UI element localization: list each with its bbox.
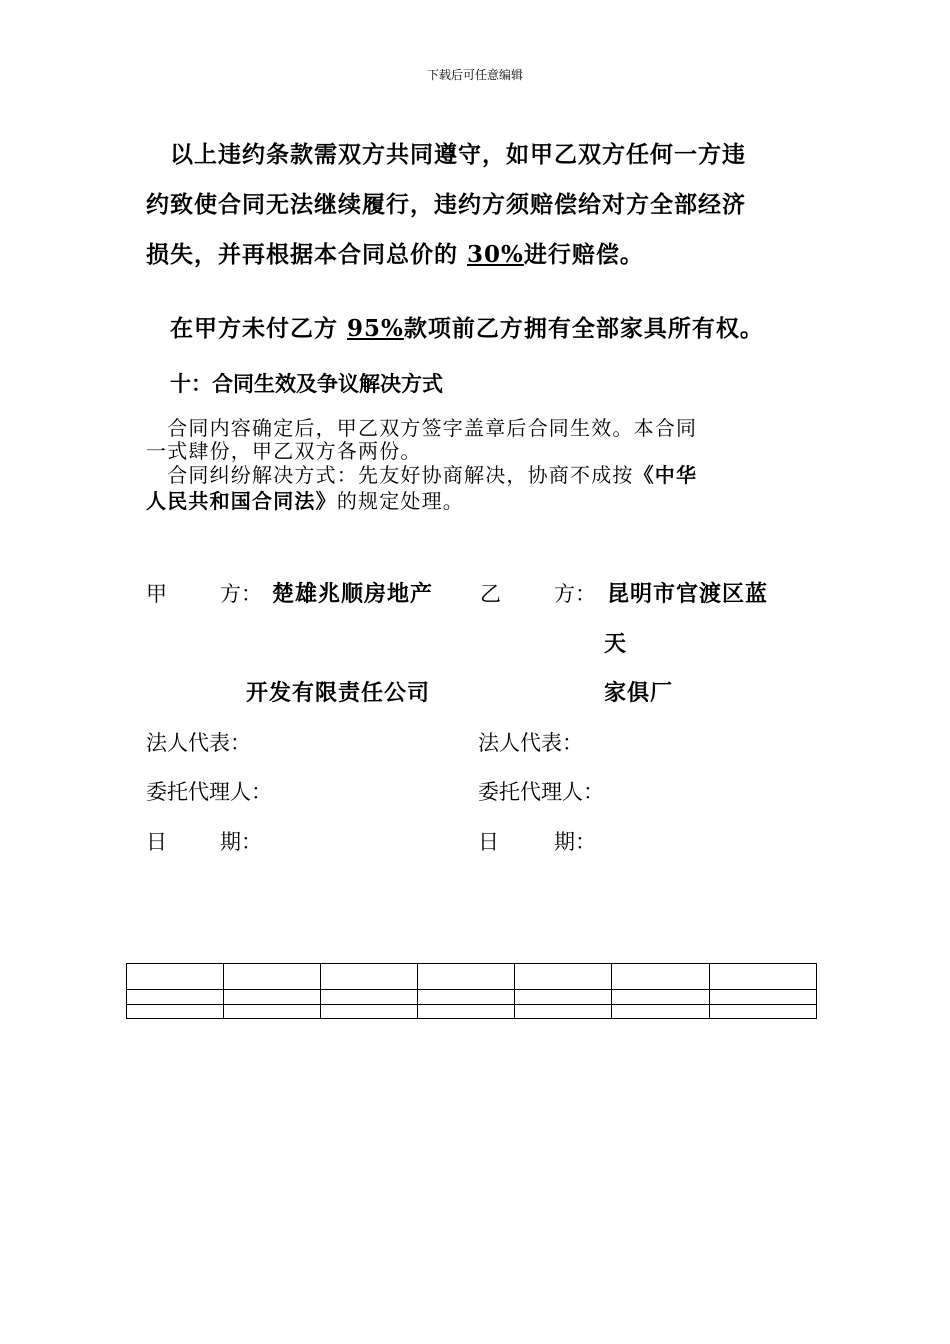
table-cell [418, 1005, 515, 1019]
effect-para-line-1: 合同内容确定后，甲乙双方签字盖章后合同生效。本合同 [146, 416, 698, 440]
table-cell [515, 964, 612, 990]
table-cell [612, 964, 710, 990]
table-cell [127, 964, 224, 990]
ownership-clause [170, 310, 764, 343]
table-cell [612, 990, 710, 1005]
party-a-date-1: 日 [146, 830, 167, 854]
penalty-percent: 30% [467, 241, 524, 268]
ownership-post: 款项前乙方拥有全部家具所有权。 [403, 315, 764, 342]
table-cell [418, 990, 515, 1005]
table-row [127, 964, 817, 990]
table-cell [710, 964, 817, 990]
dispute-para-line-2 [146, 490, 464, 513]
table-row [127, 990, 817, 1005]
table-cell [710, 990, 817, 1005]
law-name-start: 《中华 [633, 463, 698, 487]
table-cell [321, 1005, 418, 1019]
table-row [127, 1005, 817, 1019]
section-10-title: 十：合同生效及争议解决方式 [170, 371, 443, 396]
table-cell [515, 1005, 612, 1019]
table-cell [127, 990, 224, 1005]
dispute-pre: 合同纠纷解决方式：先友好协商解决，协商不成按 [146, 463, 634, 487]
table-cell [224, 990, 321, 1005]
ownership-pre: 在甲方未付乙方 [170, 315, 348, 342]
party-b-label-1: 乙 [480, 582, 501, 606]
table-cell [127, 1005, 224, 1019]
dispute-para-line-1 [146, 464, 697, 487]
clause-line-3 [146, 236, 644, 269]
clause-line-1: 以上违约条款需双方共同遵守，如甲乙双方任何一方违 [170, 141, 746, 168]
party-a-agent: 委托代理人： [146, 780, 272, 804]
page-header-note: 下载后可任意编辑 [426, 68, 523, 82]
party-b-name-line-1: 昆明市官渡区蓝 [607, 581, 769, 607]
table-cell [224, 1005, 321, 1019]
party-b-name-line-3: 家俱厂 [604, 680, 674, 706]
party-a-label-2: 方： [220, 582, 262, 606]
party-a-name-line-2: 开发有限责任公司 [246, 680, 431, 706]
table-cell [321, 990, 418, 1005]
party-a-name-line-1: 楚雄兆顺房地产 [272, 581, 434, 607]
law-name-end: 人民共和国合同法》 [146, 489, 337, 513]
table-cell [515, 990, 612, 1005]
effect-para-line-2: 一式肆份，甲乙双方各两份。 [146, 439, 422, 463]
party-a-date-2: 期： [220, 830, 262, 854]
clause-line-3-pre: 损失，并再根据本合同总价的 [146, 241, 468, 268]
dispute-post: 的规定处理。 [336, 489, 465, 513]
clause-line-3-post: 进行赔偿。 [523, 241, 644, 268]
ownership-percent: 95% [347, 315, 404, 342]
empty-table [126, 963, 817, 1019]
party-b-agent: 委托代理人： [478, 780, 604, 804]
table-cell [612, 1005, 710, 1019]
table-cell [710, 1005, 817, 1019]
table-cell [418, 964, 515, 990]
party-b-legal-rep: 法人代表： [478, 731, 583, 755]
party-b-name-line-2: 天 [604, 631, 628, 657]
clause-line-2: 约致使合同无法继续履行，违约方须赔偿给对方全部经济 [146, 191, 746, 218]
party-b-label-2: 方： [554, 582, 596, 606]
party-b-date-1: 日 [478, 830, 499, 854]
table-cell [224, 964, 321, 990]
party-a-legal-rep: 法人代表： [146, 731, 251, 755]
party-b-date-2: 期： [554, 830, 596, 854]
party-a-label-1: 甲 [146, 582, 167, 606]
table-cell [321, 964, 418, 990]
